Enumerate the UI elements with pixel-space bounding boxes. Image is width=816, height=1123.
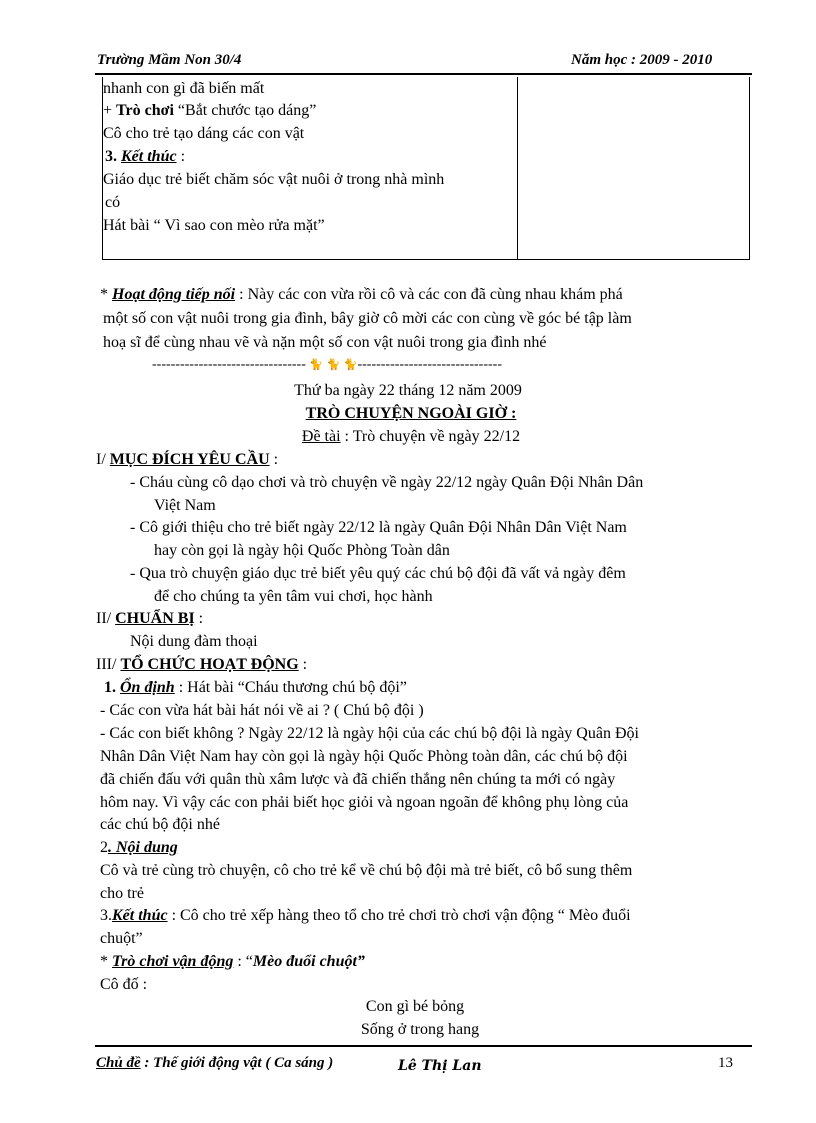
page-number: 13 xyxy=(718,1055,733,1071)
step-3 xyxy=(100,907,631,925)
game-line xyxy=(100,953,365,971)
lesson-table xyxy=(102,77,750,260)
next-activity-line: hoạ sĩ để cùng nhau vẽ và nặn một số con vật nuôi trong gia đình nhé xyxy=(103,334,547,351)
purpose-bullet: - Cháu cùng cô dạo chơi và trò chuyện về ngày 22/12 ngày Quân Đội Nhân Dân xyxy=(130,474,644,491)
heading-number: III/ xyxy=(96,656,121,673)
text-fragment: : xyxy=(269,451,279,468)
riddle-intro: Cô đố : xyxy=(100,976,148,993)
step-title: . Nội dung xyxy=(108,839,178,856)
purpose-bullet: - Qua trò chuyện giáo dục trẻ biết yêu quý các chú bộ đội đã vất vả ngày đêm xyxy=(130,565,626,582)
section-number: 3. xyxy=(105,148,121,165)
purpose-bullet: - Cô giới thiệu cho trẻ biết ngày 22/12 là ngày Quân Đội Nhân Dân Việt Nam xyxy=(130,519,627,536)
separator-dashes: ------------------------------- xyxy=(357,357,502,372)
purpose-bullet-cont: Việt Nam xyxy=(154,497,216,514)
step-1 xyxy=(104,679,407,697)
riddle-line: Con gì bé bỏng xyxy=(365,998,465,1015)
text-fragment: * xyxy=(100,286,112,303)
table-line xyxy=(103,102,316,120)
step-title: Ổn định xyxy=(120,679,175,696)
section-title: TRÒ CHUYỆN NGOÀI GIỜ : xyxy=(305,405,517,422)
topic-text: : Trò chuyện về ngày 22/12 xyxy=(340,428,521,445)
paragraph-line: - Các con vừa hát bài hát nói về ai ? ( Chú bộ đội ) xyxy=(100,702,424,719)
paragraph-line: - Các con biết không ? Ngày 22/12 là ngày hội của các chú bộ đội là ngày Quân Đội xyxy=(100,725,639,742)
text-fragment: : “ xyxy=(233,953,253,970)
text-fragment: : xyxy=(176,148,186,165)
step-number: 3. xyxy=(100,907,112,924)
paragraph-line: các chú bộ đội nhé xyxy=(100,816,220,833)
heading-title: CHUẨN BỊ xyxy=(115,610,195,627)
table-line xyxy=(105,148,185,166)
next-activity-line xyxy=(100,286,623,304)
next-activity-title: Hoạt động tiếp nối xyxy=(112,286,236,303)
footer-label: Chủ đề xyxy=(96,1055,141,1071)
game-label: Trò chơi xyxy=(116,102,174,119)
prepare-item: Nội dung đàm thoại xyxy=(130,633,258,650)
paragraph-line: cho trẻ xyxy=(100,885,144,902)
text-fragment: “Bắt chước tạo dáng” xyxy=(173,102,317,119)
riddle-line: Sống ở trong hang xyxy=(360,1021,480,1038)
text-fragment: : Cô cho trẻ xếp hàng theo tổ cho trẻ chơi trò chơi vận động “ Mèo đuổi xyxy=(167,907,631,924)
table-column-divider xyxy=(517,77,518,259)
header-year: Năm học : 2009 - 2010 xyxy=(571,52,713,68)
footer-rule xyxy=(95,1045,752,1047)
step-number: 2 xyxy=(100,839,108,856)
text-fragment: * xyxy=(100,953,112,970)
heading-title: MỤC ĐÍCH YÊU CẦU xyxy=(109,451,270,468)
prepare-heading xyxy=(96,610,203,628)
table-line: Cô cho trẻ tạo dáng các con vật xyxy=(103,125,305,142)
section-topic xyxy=(0,428,816,446)
next-activity-line: một số con vật nuôi trong gia đình, bây giờ cô mời các con cùng về góc bé tập làm xyxy=(103,310,632,327)
table-line: Hát bài “ Vì sao con mèo rửa mặt” xyxy=(103,217,325,234)
separator xyxy=(152,357,502,373)
game-title: Trò chơi vận động xyxy=(112,953,234,970)
paragraph-line: Cô và trẻ cùng trò chuyện, cô cho trẻ kể về chú bộ đội mà trẻ biết, cô bổ sung thêm xyxy=(100,862,633,879)
footer-topic xyxy=(96,1055,333,1072)
section-date: Thứ ba ngày 22 tháng 12 năm 2009 xyxy=(294,382,522,399)
heading-number: II/ xyxy=(96,610,116,627)
step-title: Kết thúc xyxy=(112,907,168,924)
section-title: Kết thúc xyxy=(121,148,177,165)
paragraph-line: chuột” xyxy=(100,930,143,947)
topic-label: Đề tài xyxy=(301,428,341,445)
separator-dashes: --------------------------------- xyxy=(152,357,306,372)
table-line: có xyxy=(105,194,121,211)
organize-heading xyxy=(96,656,307,674)
cat-ornament-icon: 🐈 🐈 🐈 xyxy=(309,358,358,371)
step-number: 1. xyxy=(104,679,120,696)
purpose-bullet-cont: để cho chúng ta yên tâm vui chơi, học hành xyxy=(154,588,433,605)
signature: Lê Thị Lan xyxy=(398,1058,482,1074)
game-name: Mèo đuổi chuột” xyxy=(252,953,365,970)
heading-title: TỔ CHỨC HOẠT ĐỘNG xyxy=(120,656,299,673)
text-fragment: + xyxy=(103,102,117,119)
heading-number: I/ xyxy=(96,451,110,468)
text-fragment: : xyxy=(298,656,308,673)
table-line: Giáo dục trẻ biết chăm sóc vật nuôi ở trong nhà mình xyxy=(103,171,445,188)
footer-text: : Thế giới động vật ( Ca sáng ) xyxy=(140,1055,334,1071)
paragraph-line: đã chiến đấu với quân thù xâm lược và đã chiến thắng nên chúng ta mới có ngày xyxy=(100,771,616,788)
purpose-heading xyxy=(96,451,278,469)
paragraph-line: Nhân Dân Việt Nam hay còn gọi là ngày hội Quốc Phòng toàn dân, các chú bộ đội xyxy=(100,748,628,765)
purpose-bullet-cont: hay còn gọi là ngày hội Quốc Phòng Toàn dân xyxy=(154,542,450,559)
paragraph-line: hôm nay. Vì vậy các con phải biết học giỏi và ngoan ngoãn để không phụ lòng của xyxy=(100,794,629,811)
header-school: Trường Mầm Non 30/4 xyxy=(97,52,242,68)
step-2 xyxy=(100,839,178,857)
table-line: nhanh con gì đã biến mất xyxy=(103,80,265,97)
header-rule xyxy=(95,73,752,75)
text-fragment: : xyxy=(194,610,204,627)
text-fragment: : Này các con vừa rồi cô và các con đã cùng nhau khám phá xyxy=(235,286,623,303)
text-fragment: : Hát bài “Cháu thương chú bộ đội” xyxy=(174,679,407,696)
